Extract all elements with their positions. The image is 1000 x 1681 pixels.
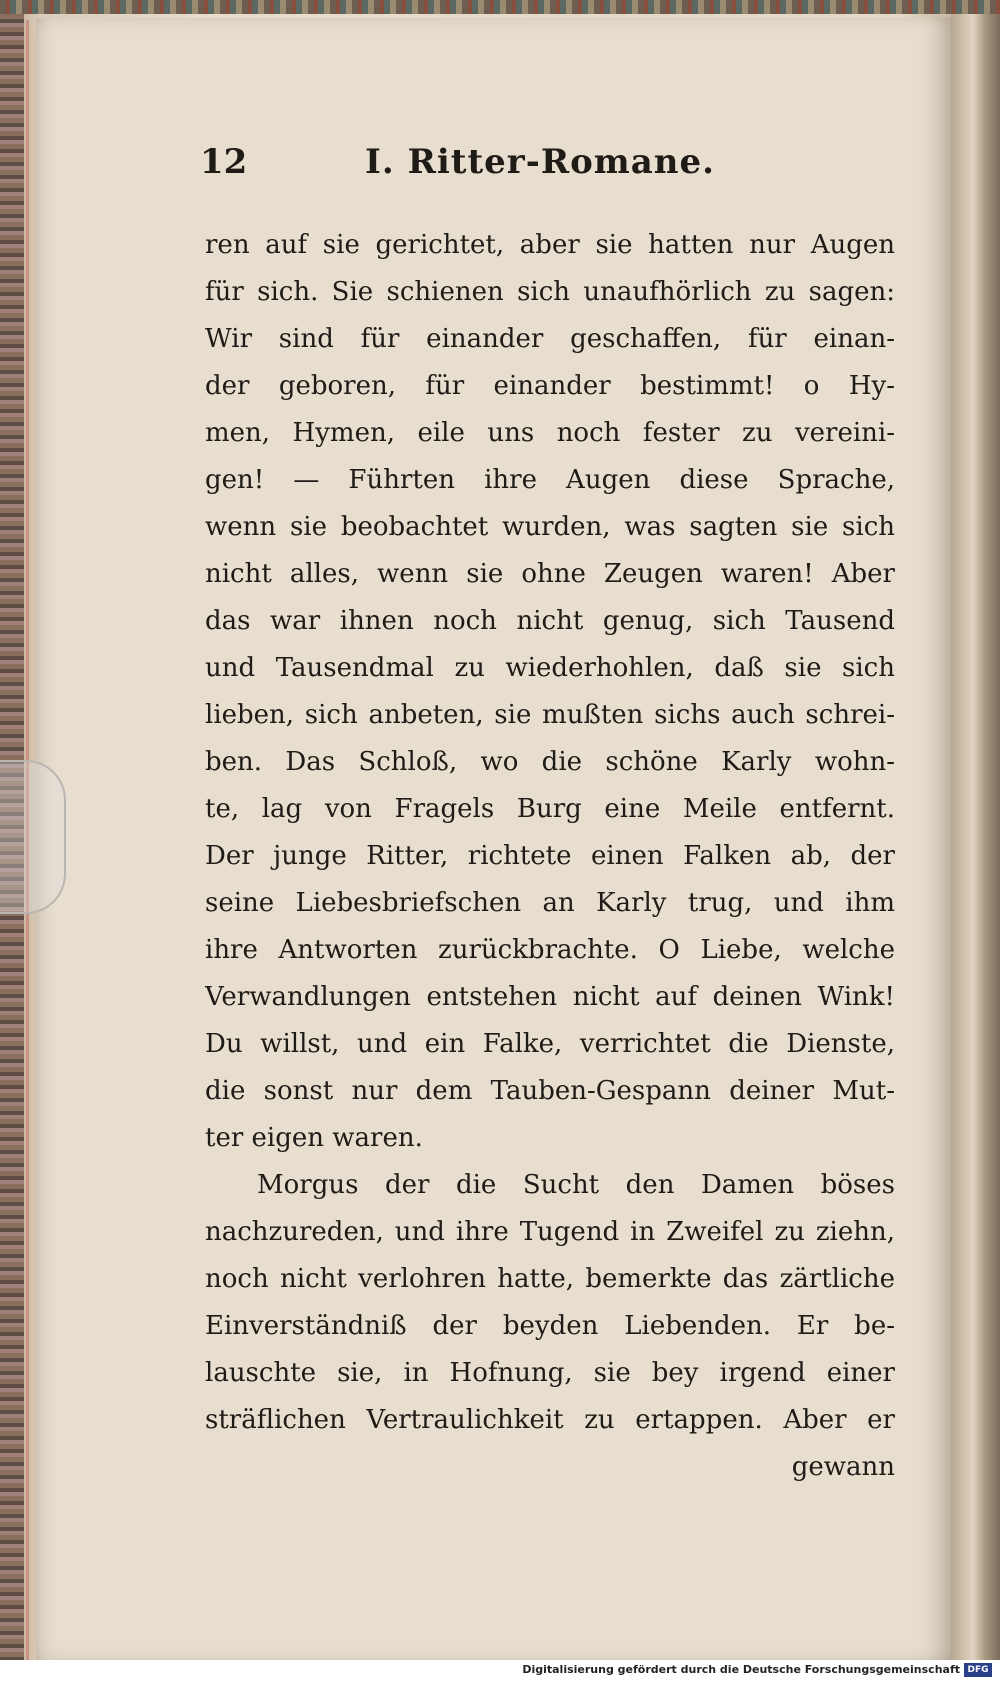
text-line: und Tausendmal zu wiederhohlen, daß sie sich [205,653,895,683]
text-line: men, Hymen, eile uns noch fester zu vereini- [205,418,895,448]
text-line: Einverständniß der beyden Liebenden. Er be- [205,1311,895,1341]
text-line: ihre Antworten zurückbrachte. O Liebe, welche [205,935,895,965]
running-head: I. Ritter-Romane. [365,142,715,182]
footer-bar [0,1660,1000,1681]
page-header [200,142,900,192]
text-line: nicht alles, wenn sie ohne Zeugen waren! Aber [205,559,895,589]
text-line: die sonst nur dem Tauben-Gespann deiner Mut- [205,1076,895,1106]
page-number: 12 [200,142,248,182]
catchword: gewann [791,1452,895,1482]
page-clip [0,760,66,914]
text-line: ren auf sie gerichtet, aber sie hatten nur Augen [205,230,895,260]
text-line: wenn sie beobachtet wurden, was sagten sie sich [205,512,895,542]
text-line: der geboren, für einander bestimmt! o Hy- [205,371,895,401]
text-line: gen! — Führten ihre Augen diese Sprache, [205,465,895,495]
text-line: noch nicht verlohren hatte, bemerkte das zärtliche [205,1264,895,1294]
text-line: für sich. Sie schienen sich unaufhörlich zu sagen: [205,277,895,307]
text-line: das war ihnen noch nicht genug, sich Tausend [205,606,895,636]
text-line: nachzureden, und ihre Tugend in Zweifel zu ziehn, [205,1217,895,1247]
text-line: lauschte sie, in Hofnung, sie bey irgend einer [205,1358,895,1388]
text-line: ter eigen waren. [205,1123,423,1153]
text-line: sträflichen Vertraulichkeit zu ertappen. Aber er [205,1405,895,1435]
text-line: lieben, sich anbeten, sie mußten sichs auch schrei- [205,700,895,730]
text-line: Verwandlungen entstehen nicht auf deinen Wink! [205,982,895,1012]
text-line: te, lag von Fragels Burg eine Meile entfernt. [205,794,895,824]
footer-credit: Digitalisierung gefördert durch die Deutsche Forschungsgemeinschaft [522,1663,960,1676]
text-line: Du willst, und ein Falke, verrichtet die Dienste, [205,1029,895,1059]
binding-right-edge [951,14,1000,1660]
text-line: Wir sind für einander geschaffen, für einan- [205,324,895,354]
dfg-logo: DFG [964,1663,992,1677]
binding-top-edge [0,0,1000,14]
text-line: seine Liebesbriefschen an Karly trug, und ihm [205,888,895,918]
body-text [205,222,895,1491]
text-line: Der junge Ritter, richtete einen Falken ab, der [205,841,895,871]
text-line: Morgus der die Sucht den Damen böses [257,1170,895,1200]
text-line: ben. Das Schloß, wo die schöne Karly wohn- [205,747,895,777]
